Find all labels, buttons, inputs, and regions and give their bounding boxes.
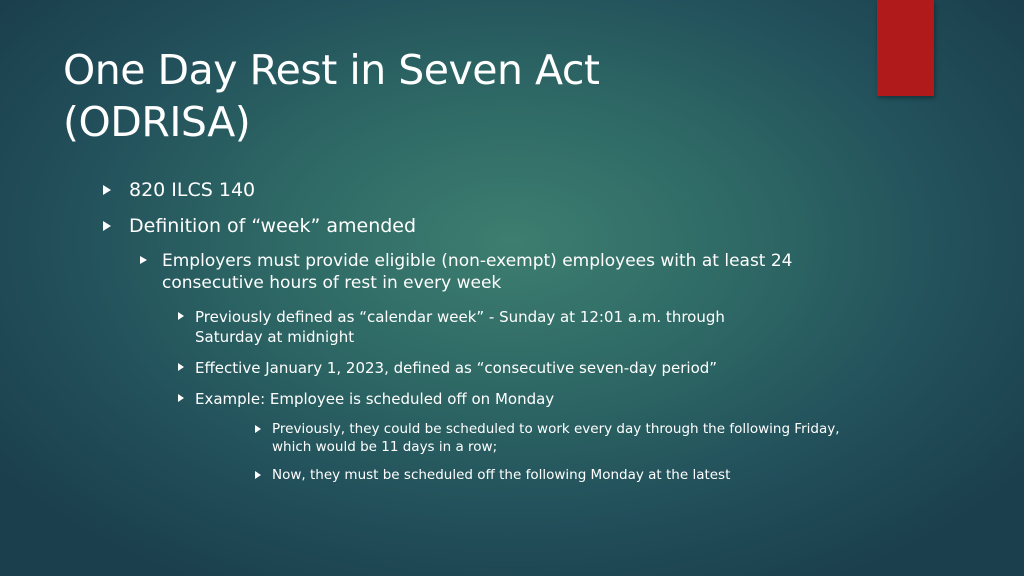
slide-title <box>63 44 783 148</box>
triangle-right-icon <box>255 471 261 479</box>
bullet-item <box>255 420 840 456</box>
title-line-1: One Day Rest in Seven Act <box>63 46 600 94</box>
bullet-item <box>103 214 416 238</box>
bullet-item <box>178 307 788 347</box>
triangle-right-icon <box>255 425 261 433</box>
accent-bar <box>877 0 934 96</box>
bullet-text: Employers must provide eligible (non-exempt) employees with at least 24 consecutive hours of rest in every week <box>162 251 793 293</box>
triangle-right-icon <box>178 312 184 320</box>
triangle-right-icon <box>103 185 111 195</box>
title-line-2: (ODRISA) <box>63 98 251 146</box>
bullet-text: Effective January 1, 2023, defined as “consecutive seven-day period” <box>195 359 718 377</box>
bullet-item <box>178 358 788 378</box>
triangle-right-icon <box>140 256 147 264</box>
bullet-text: Definition of “week” amended <box>129 215 417 237</box>
bullet-text: Now, they must be scheduled off the following Monday at the latest <box>272 467 731 483</box>
bullet-item <box>103 178 255 202</box>
bullet-text: 820 ILCS 140 <box>129 179 256 201</box>
bullet-text: Previously defined as “calendar week” - Sunday at 12:01 a.m. through Saturday at midnight <box>195 308 725 346</box>
bullet-item <box>255 466 840 484</box>
bullet-text: Example: Employee is scheduled off on Monday <box>195 390 555 408</box>
triangle-right-icon <box>178 394 184 402</box>
bullet-text: Previously, they could be scheduled to work every day through the following Friday, which would be 11 days in a row; <box>272 421 840 455</box>
triangle-right-icon <box>178 363 184 371</box>
bullet-item <box>140 250 830 294</box>
triangle-right-icon <box>103 221 111 231</box>
bullet-item <box>178 389 788 409</box>
